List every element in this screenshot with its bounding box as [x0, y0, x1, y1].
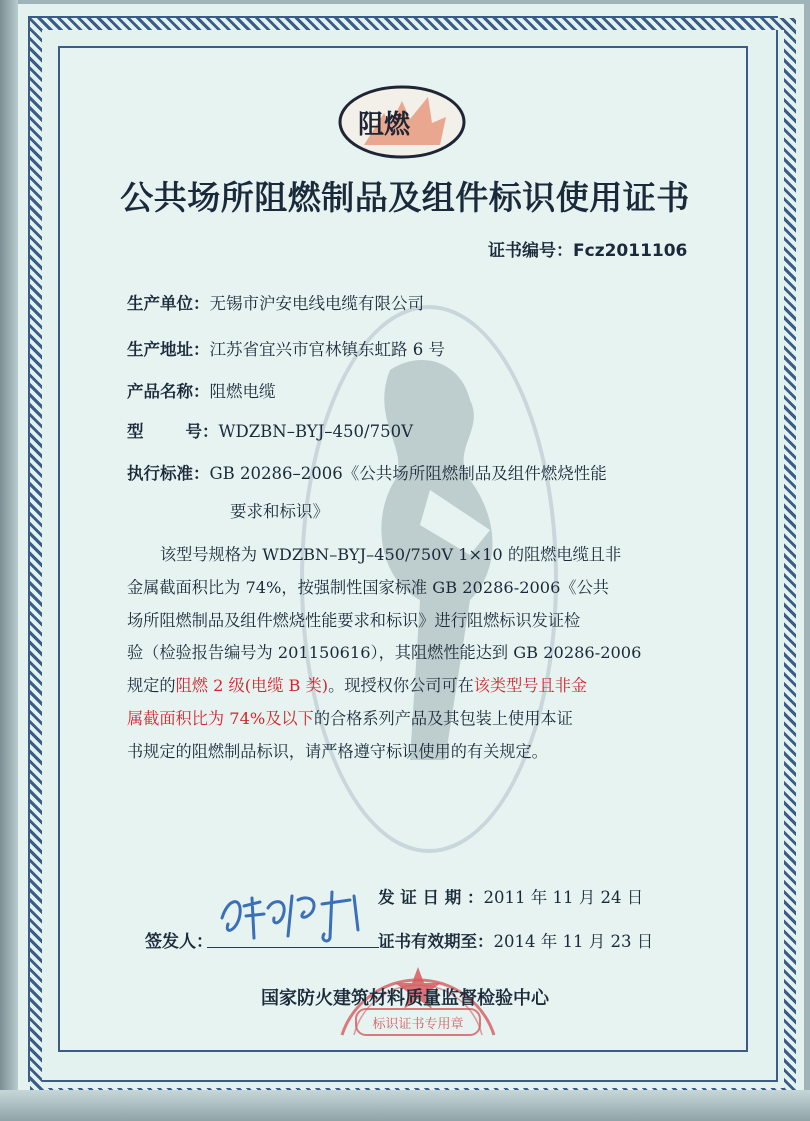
field-production-address: 生产地址：江苏省宜兴市官林镇东虹路 6 号	[127, 340, 445, 359]
field-standard-continued: 要求和标识》	[230, 502, 329, 521]
valid-until-date: 证书有效期至：2014 年 11 月 23 日	[378, 932, 654, 951]
certificate-body-text: 该型号规格为 WDZBN–BYJ–450/750V 1×10 的阻燃电缆且非 金属截面积比为 74%，按强制性国家标准 GB 20286-2006《公共 场所阻燃制品及组件燃烧性能要求和标识》进行阻燃标识发证检 验（检验报告编号为 201150616），其阻燃性能达到 GB 20286-2006 规定的阻燃 2 级(电缆 B 类)。现授权你公司可在该类型号且非金 属截面积比为 74%及以下的合格系列产品及其包装上使用本证 书规定的阻燃制品标识，请严格遵守标识使用的有关规定。	[127, 545, 642, 761]
flame-retardant-logo-icon	[336, 83, 468, 161]
stamp-text: 标识证书专用章	[372, 1017, 464, 1032]
certificate-number: 证书编号：Fcz2011106	[488, 241, 688, 261]
field-standard: 执行标准：GB 20286–2006《公共场所阻燃制品及组件燃烧性能	[127, 464, 607, 483]
issue-date: 发 证 日 期 ：2011 年 11 月 24 日	[378, 888, 644, 907]
certificate-title: 公共场所阻燃制品及组件标识使用证书	[120, 178, 690, 217]
logo-text: 阻燃	[358, 110, 411, 140]
field-product-name: 产品名称：阻燃电缆	[127, 382, 276, 401]
field-production-unit: 生产单位：无锡市沪安电线电缆有限公司	[127, 294, 424, 313]
signer-label: 签发人：	[145, 932, 213, 952]
scan-edge-left	[0, 0, 18, 1121]
issuing-authority: 国家防火建筑材料质量监督检验中心	[261, 988, 549, 1009]
handwritten-signature	[214, 878, 374, 953]
scan-edge-bottom	[0, 1090, 810, 1121]
field-model: 型 号：WDZBN–BYJ–450/750V	[127, 422, 414, 441]
